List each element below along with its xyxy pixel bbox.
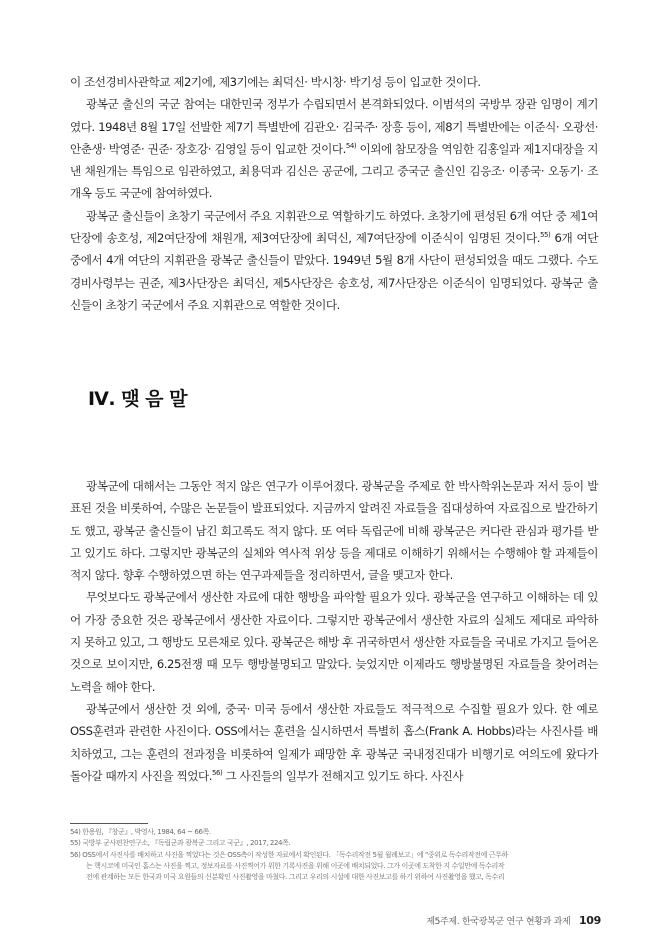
footnote-56: 56) OSS에서 사진사를 배치하고 사진을 찍었다는 것은 OSS측이 작성한 자료에서 확인된다. 「독수리작전 5월 월례보고」에 "중위로 독수리작전에 근무하: [70, 850, 508, 859]
footnote-54: 54) 한용원, 『창군』, 박영사, 1984, 64 ~ 66쪽.: [70, 828, 211, 836]
body-text-conclusion: [70, 475, 598, 787]
footnote-55: 55) 국방부 군사편찬연구소, 『독립군과 광복군 그리고 국군』, 2017, 224쪽.: [70, 839, 291, 848]
footnote-56-line-2: 는 핵시코에 미국인 홉스는 사진을 찍고, 정보자료를 사진찍어가 위한 기록사진을 위해 이곳에 배치되었다. 그가 이곳에 도착한 지 수일만에 독수리작: [86, 861, 505, 870]
page-number: 109: [578, 914, 601, 927]
section-heading: Ⅳ. 맺 음 말: [88, 388, 187, 410]
paragraph-korean-army-participation: 광복군 출신의 국군 참여는 대한민국 정부가 수립되면서 본격화되었다. 이범석의 국방부 장관 임명이 계기였다. 1948년 8월 17일 선발한 제7기 특별반에 김관오· 김국주· 장흥 등이, 제8기 특별반에는 이준식· 오광선· 안춘생· 박영준· 권준· 장호강· 김영일 등이 입교한 것이다.$^{54)}$ 이외에 참모장을 역임한 김홍일과 제1지대장을 지낸 채원개는 특임으로 임관하였고, 최용덕과 김신은 공군에, 그리고 중국군 출신인 김응조· 이종국· 오동기· 조개옥 등도 국군에 참여하였다.: [70, 97, 598, 201]
footnote-56-line-3: 전에 관계하는 모든 한국과 미국 요원들의 신분확인 사진촬영을 마쳤다. 그리고 우리의 시설에 대한 사진보고를 하기 위하여 사진촬영을 했고, 독수리: [86, 873, 505, 882]
paragraph-commanders: 광복군 출신들이 초창기 국군에서 주요 지휘관으로 역할하기도 하였다. 초창기에 편성된 6개 여단 중 제1여단장에 송호성, 제2여단장에 채원개, 제3여단장에 최덕신, 제7여단장에 이준식이 임명된 것이다.$^{55)}$ 6개 여단 중에서 4개 여단의 지휘관을 광복군 출신들이 맡았다. 1949년 5월 8개 사단이 편성되었을 때도 그랬다. 수도경비사령부는 권준, 제3사단장은 최덕신, 제5사단장은 송호성, 제7사단장은 이준식이 임명되었다. 광복군 출신들이 초창기 국군에서 주요 지휘관으로 역할한 것이다.: [70, 208, 598, 312]
paragraph-lost-records: 무엇보다도 광복군에서 생산한 자료에 대한 행방을 파악할 필요가 있다. 광복군을 연구하고 이해하는 데 있어 가장 중요한 것은 광복군에서 생산한 자료이다. 그렇지만 광복군에서 생산한 자료의 실체도 제대로 파악하지 못하고 있고, 그 행방도 모른채로 있다. 광복군은 해방 후 귀국하면서 생산한 자료들을 국내로 가지고 들어온 것으로 보이지만, 6.25전쟁 때 모두 행방불명되고 말았다. 늦었지만 이제라도 행방불명된 자료들을 찾어려는 노력을 해야 한다.: [70, 590, 598, 694]
body-text-upper: [70, 71, 598, 316]
paragraph-continuation: 이 조선경비사관학교 제2기에, 제3기에는 최덕신· 박시창· 박기성 등이 입교한 것이다.: [70, 75, 481, 89]
paragraph-research-overview: 광복군에 대해서는 그동안 적지 않은 연구가 이루어졌다. 광복군을 주제로 한 박사학위논문과 저서 등이 발표된 것을 비롯하여, 수많은 논문들이 발표되었다. 지금까지 알려진 자료들을 집대성하여 자료집으로 발간하기도 했고, 광복군 출신들이 남긴 회고록도 적지 않다. 또 여타 독립군에 비해 광복군은 커다란 관심과 평가를 받고 있기도 하다. 그렇지만 광복군의 실체와 역사적 위상 등을 제대로 이해하기 위해서는 수행해야 할 과제들이 적지 않다. 향후 수행하였으면 하는 연구과제들을 정리하면서, 글을 맺고자 한다.: [70, 479, 598, 583]
footnote-ref-56[interactable]: 56): [211, 769, 223, 777]
footnotes: [70, 827, 598, 883]
footnote-ref-55[interactable]: 55): [539, 231, 551, 240]
page-footer: [426, 914, 601, 927]
paragraph-foreign-records: 광복군에서 생산한 것 외에, 중국· 미국 등에서 생산한 자료들도 적극적으로 수집할 필요가 있다. 한 예로 OSS훈련과 관련한 사진이다. OSS에서는 훈련을 실시하면서 특별히 홉스(Frank A. Hobbs)라는 사진사를 배치하였고, 그는 훈련의 전과정을 비롯하여 일제가 패망한 후 광복군 국내정진대가 비행기로 여의도에 왔다가 돌아갈 때까지 사진을 찍었다.$^{56)}$ 그 사진들의 일부가 전해지고 있기도 하다. 사진사: [70, 701, 598, 783]
running-title: 제5주제. 한국광복군 연구 현황과 과제: [426, 917, 571, 927]
footnote-ref-54[interactable]: 54): [345, 142, 357, 151]
footnote-divider: [70, 823, 148, 824]
